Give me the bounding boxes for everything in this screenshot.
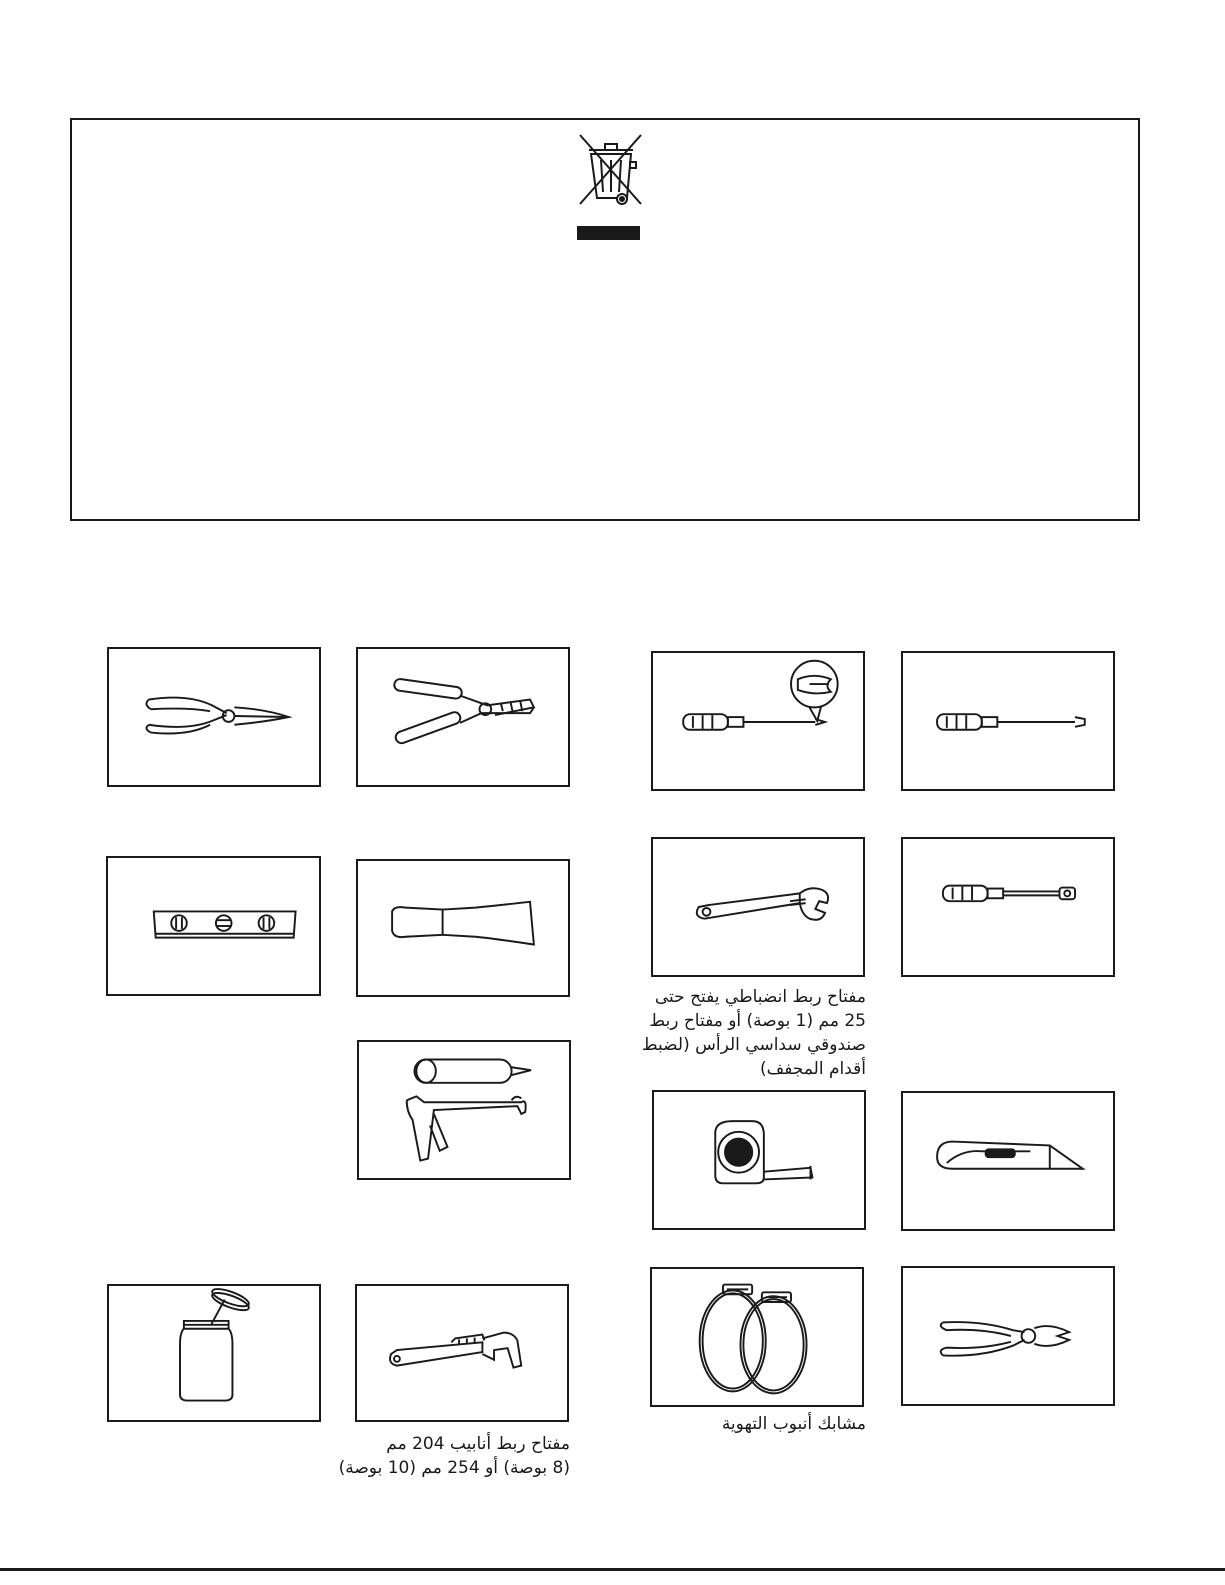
caption-adjustable-wrench: مفتاح ربط انضباطي يفتح حتى 25 مم (1 بوصة) أو مفتاح ربط صندوقي سداسي الرأس (لضبط أقدام المجفف): [641, 987, 866, 1079]
tape-measure-icon: [654, 1092, 864, 1228]
tool-vent-clamps: [650, 1267, 864, 1407]
phillips-screwdriver-icon: [653, 653, 863, 789]
crossed-out-wheelie-bin-icon: [575, 132, 647, 242]
tool-joint-compound: [107, 1284, 321, 1422]
tool-level: [106, 856, 321, 996]
caption-vent-clamps: مشابك أنبوب التهوية: [721, 1414, 866, 1434]
tool-tape-measure: [652, 1090, 866, 1230]
adjustable-wrench-icon: [653, 839, 863, 975]
tool-phillips-screwdriver: [651, 651, 865, 791]
caption-pipe-wrench: مفتاح ربط أنابيب 204 مم (8 بوصة) أو 254 مم (10 بوصة): [338, 1434, 570, 1478]
wire-stripper-icon: [358, 649, 568, 785]
tool-nut-driver: [901, 837, 1115, 977]
joint-compound-jar-icon: [109, 1286, 319, 1420]
tool-utility-knife: [901, 1091, 1115, 1231]
page-bottom-rule: [0, 1568, 1225, 1571]
tool-caulking-gun: [357, 1040, 571, 1180]
tool-adjustable-wrench: [651, 837, 865, 977]
tool-putty-knife: [356, 859, 570, 997]
flat-blade-screwdriver-icon: [903, 653, 1113, 789]
tool-tin-snips: [107, 647, 321, 787]
caulking-gun-icon: [359, 1042, 569, 1178]
tool-pliers: [901, 1266, 1115, 1406]
pipe-wrench-icon: [357, 1286, 567, 1420]
utility-knife-icon: [903, 1093, 1113, 1229]
tool-flat-screwdriver: [901, 651, 1115, 791]
tool-pipe-wrench: [355, 1284, 569, 1422]
tin-snips-icon: [109, 649, 319, 785]
spirit-level-icon: [108, 858, 319, 994]
putty-knife-icon: [358, 861, 568, 995]
tool-wire-stripper: [356, 647, 570, 787]
weee-notice-box: [70, 118, 1140, 521]
vent-clamps-icon: [652, 1269, 862, 1405]
pliers-icon: [903, 1268, 1113, 1404]
nut-driver-icon: [903, 839, 1113, 975]
